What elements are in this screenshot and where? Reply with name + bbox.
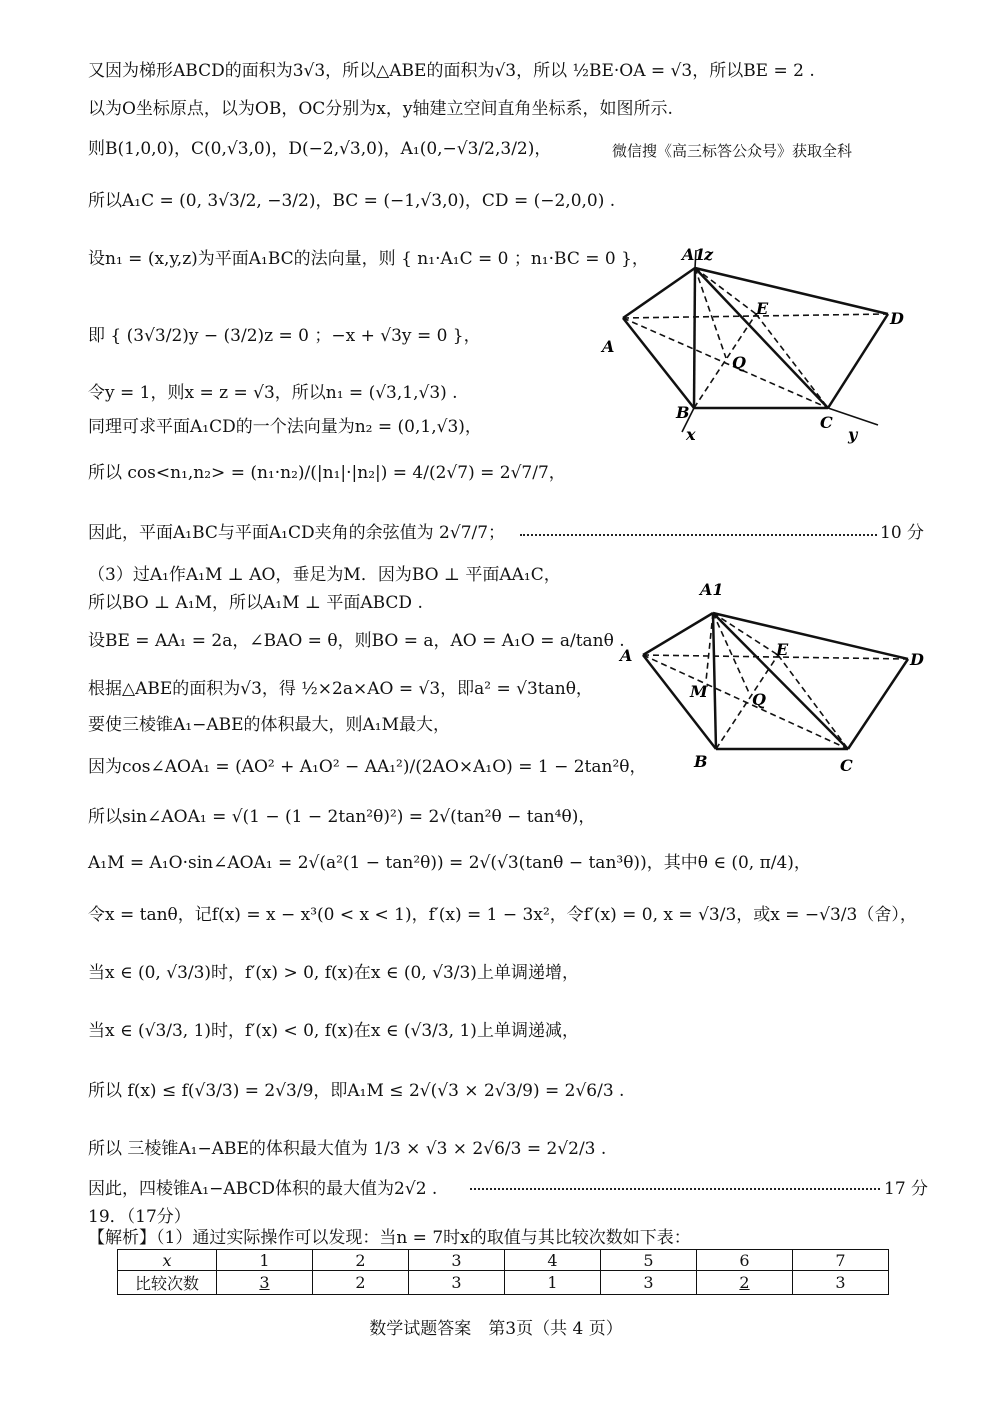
watermark-note: 微信搜《高三标答公众号》获取全科 [612,142,853,160]
text-line: 所以 三棱锥A₁−ABE的体积最大值为 1/3 × √3 × 2√6/3 = 2√2/3 . [88,1139,607,1159]
table-cell: 3 [217,1271,313,1295]
text-line: 当x ∈ (√3/3, 1)时，f′(x) < 0, f(x)在x ∈ (√3/3, 1)上单调递减， [88,1021,579,1041]
text-line: （3）过A₁作A₁M ⊥ AO，垂足为M．因为BO ⊥ 平面AA₁C， [88,565,561,585]
label-z: z [704,245,714,264]
page-footer: 数学试题答案 第3页（共 4 页） [369,1319,623,1339]
text-line: 以为O坐标原点，以为OB，OC分别为x，y轴建立空间直角坐标系，如图所示. [88,99,673,119]
dotted-leader [470,1188,880,1190]
table-cell: 2 [313,1250,409,1271]
table-row [118,1271,889,1295]
label-A1: A1 [700,580,724,599]
label-B: B [694,752,708,771]
text-line: 所以A₁C = (0, 3√3/2, −3/2)，BC = (−1,√3,0)，CD = (−2,0,0) . [88,191,616,211]
label-C: C [820,413,833,432]
text-line: 则B(1,0,0)，C(0,√3,0)，D(−2,√3,0)，A₁(0,−√3/2,3/2)， [88,139,552,159]
table-cell: 1 [217,1250,313,1271]
text-line: 设n₁ = (x,y,z)为平面A₁BC的法向量，则 { n₁·A₁C = 0 ；n₁·BC = 0 }， [88,249,649,269]
table-cell: 3 [409,1271,505,1295]
score-label: 17 分 [884,1179,929,1199]
label-y: y [848,425,858,444]
table-cell: 3 [601,1271,697,1295]
figure-1-coordinate-diagram [590,240,930,450]
label-A: A [620,646,633,665]
text-line: 即 { (3√3/2)y − (3/2)z = 0 ；−x + √3y = 0 }， [88,326,481,346]
label-B: B [676,403,690,422]
table-cell: 5 [601,1250,697,1271]
label-E: E [776,640,789,659]
text-line: 根据△ABE的面积为√3，得 ½×2a×AO = √3，即a² = √3tanθ， [88,679,593,699]
text-line: 因此，四棱锥A₁−ABCD体积的最大值为2√2 . [88,1179,438,1199]
text-line: A₁M = A₁O·sin∠AOA₁ = 2√(a²(1 − tan²θ)) = 2√(√3(tanθ − tan³θ))，其中θ ∈ (0, π/4)， [88,853,811,873]
table-cell: 3 [793,1271,889,1295]
comparison-table [117,1249,889,1295]
text-line: 因为cos∠AOA₁ = (AO² + A₁O² − AA₁²)/(2AO×A₁O) = 1 − 2tan²θ， [88,757,647,777]
label-D: D [890,309,904,328]
text-line: 所以BO ⊥ A₁M，所以A₁M ⊥ 平面ABCD . [88,593,423,613]
text-line: 同理可求平面A₁CD的一个法向量为n₂ = (0,1,√3)， [88,417,482,437]
table-cell: 2 [313,1271,409,1295]
text-line: 当x ∈ (0, √3/3)时，f′(x) > 0, f(x)在x ∈ (0, √3/3)上单调递增， [88,963,579,983]
text-line: 所以 f(x) ≤ f(√3/3) = 2√3/9，即A₁M ≤ 2√(√3 × 2√3/9) = 2√6/3 . [88,1081,625,1101]
label-x: x [686,425,696,444]
table-row [118,1250,889,1271]
table-row-label: 比较次数 [118,1271,217,1295]
text-line: 令y = 1，则x = z = √3，所以n₁ = (√3,1,√3) . [88,383,458,403]
table-cell: 3 [409,1250,505,1271]
label-M: M [690,682,708,701]
label-Q: Q [752,690,766,709]
text-line: 所以 cos<n₁,n₂> = (n₁·n₂)/(|n₁|·|n₂|) = 4/(2√7) = 2√7/7， [88,463,566,483]
text-line: 19．（17分） [88,1207,191,1227]
table-cell: 1 [505,1271,601,1295]
score-label: 10 分 [880,523,925,543]
text-line: 所以sin∠AOA₁ = √(1 − (1 − 2tan²θ)²) = 2√(tan²θ − tan⁴θ)， [88,807,596,827]
label-A: A [602,337,615,356]
text-line: 因此，平面A₁BC与平面A₁CD夹角的余弦值为 2√7/7； [88,523,506,543]
label-E: E [756,299,769,318]
table-cell: 7 [793,1250,889,1271]
dotted-leader [520,534,877,536]
text-line: 令x = tanθ，记f(x) = x − x³(0 < x < 1)，f′(x) = 1 − 3x²，令f′(x) = 0, x = √3/3，或x = −√3/3（舍）， [88,905,917,925]
text-line: 设BE = AA₁ = 2a，∠BAO = θ，则BO = a，AO = A₁O = a/tanθ . [88,631,625,651]
label-D: D [910,650,924,669]
figure-2-pyramid-diagram [610,575,940,775]
table-cell: 2 [697,1271,793,1295]
table-cell: 4 [505,1250,601,1271]
label-C: C [840,756,853,775]
table-header-cell: x [118,1250,217,1271]
label-A1: A1 [682,245,706,264]
label-Q: Q [732,353,746,372]
text-line: 要使三棱锥A₁−ABE的体积最大，则A₁M最大， [88,715,451,735]
table-cell: 6 [697,1250,793,1271]
text-line: 又因为梯形ABCD的面积为3√3，所以△ABE的面积为√3，所以 ½BE·OA = √3，所以BE = 2 . [88,61,815,81]
text-line: 【解析】（1）通过实际操作可以发现：当n = 7时x的取值与其比较次数如下表： [88,1228,691,1248]
